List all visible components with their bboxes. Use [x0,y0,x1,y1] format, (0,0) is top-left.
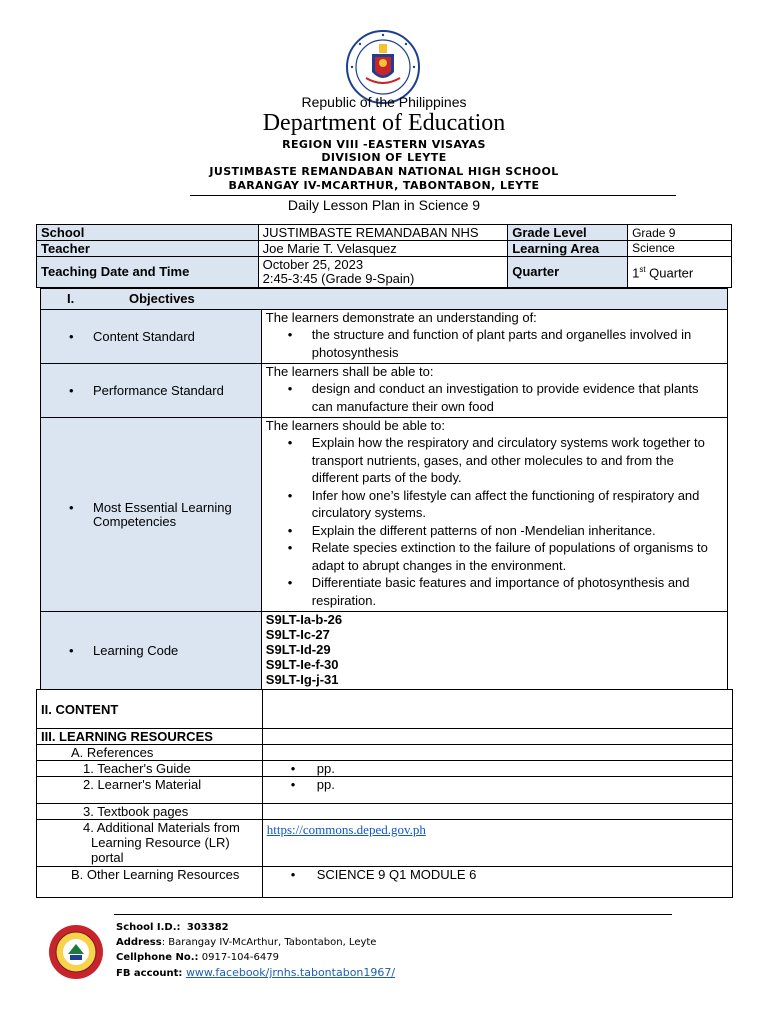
melc-item: • Explain how the respiratory and circulatory systems work together to transport nutrients, gases, and other molecules to and from the different parts of the body. [266,434,723,487]
content-heading: II. CONTENT [37,690,263,729]
teacher-label: Teacher [37,241,259,257]
melc-cell [261,418,727,612]
school-heading: JUSTIMBASTE REMANDABAN NATIONAL HIGH SCHOOL [209,165,559,178]
grade-level-value: Grade 9 [628,225,732,241]
references-value [262,745,732,761]
footer-divider [114,914,672,915]
time-text: 2:45-3:45 (Grade 9-Spain) [262,271,415,286]
learning-code: S9LT-Ia-b-26 [265,612,343,627]
content-standard-cell [261,310,727,364]
school-label: School [37,225,259,241]
performance-standard-label [41,364,262,418]
deped-seal-logo [346,30,420,104]
learning-code: S9LT-Ig-j-31 [265,672,339,687]
quarter-suffix: st [639,265,646,275]
department-heading: Department of Education [262,110,506,136]
content-resources-table [36,689,733,898]
teachers-guide-value: • pp. [267,761,728,776]
melc-item: • Explain the different patterns of non -Mendelian inheritance. [266,522,723,540]
barangay-heading: BARANGAY IV-MCARTHUR, TABONTABON, LEYTE [228,179,540,192]
objectives-table [40,288,728,690]
quarter-number: 1 [632,265,640,281]
address-value: : Barangay IV-McArthur, Tabontabon, Leyte [161,937,377,948]
content-standard-label [41,310,262,364]
school-id-value: 303382 [186,922,229,933]
learning-code: S9LT-Id-29 [265,642,331,657]
content-value [262,690,732,729]
performance-standard-item: • design and conduct an investigation to provide evidence that plants can manufacture their own food [266,380,723,415]
objectives-heading [41,289,728,310]
fb-label: FB account: [116,968,183,979]
lesson-info-table [36,224,732,288]
learning-code-label [41,612,262,690]
teachers-guide-label: 1. Teacher's Guide [37,761,263,777]
teacher-value: Joe Marie T. Velasquez [258,241,508,257]
quarter-word: Quarter [645,265,694,281]
learners-material-cell [262,777,732,804]
lr-portal-link[interactable]: https://commons.deped.gov.ph [266,822,426,837]
learning-resources-heading: III. LEARNING RESOURCES [37,729,263,745]
learning-code: S9LT-Ic-27 [265,627,330,642]
other-resources-label: B. Other Learning Resources [37,867,263,898]
content-standard-item: • the structure and function of plant parts and organelles involved in photosynthesis [266,326,723,361]
learners-material-label: 2. Learner's Material [37,777,263,804]
additional-materials-label: 4. Additional Materials from Learning Resource (LR) portal [37,820,263,867]
learning-code-cell [261,612,727,690]
melc-item: • Relate species extinction to the failure of populations of organisms to adapt to abrupt changes in the environment. [266,539,723,574]
melc-label [41,418,262,612]
address-label: Address [116,937,162,948]
additional-materials-cell [262,820,732,867]
cellphone-value: 0917-104-6479 [198,952,279,963]
lesson-plan-title: Daily Lesson Plan in Science 9 [287,197,481,213]
content-standard-intro: The learners demonstrate an understanding of: [265,310,537,325]
teaching-date-value [258,257,508,288]
teachers-guide-cell [262,761,732,777]
learners-material-value: • pp. [267,777,728,792]
region-heading: REGION VIII -EASTERN VISAYAS [282,138,486,151]
quarter-label: Quarter [508,257,628,288]
grade-level-label: Grade Level [508,225,628,241]
references-label: A. References [37,745,263,761]
objectives-number: I. [67,291,75,306]
performance-standard-text: • Performance Standard [45,384,257,398]
melc-intro: The learners should be able to: [265,418,446,433]
date-text: October 25, 2023 [262,257,364,272]
objectives-title: Objectives [129,291,195,306]
melc-item: • Infer how one’s lifestyle can affect the functioning of respiratory and circulatory systems. [266,487,723,522]
learning-area-value: Science [628,241,732,257]
other-resources-cell [262,867,732,898]
school-value: JUSTIMBASTE REMANDABAN NHS [258,225,508,241]
content-standard-text: • Content Standard [45,330,257,344]
melc-item: • Differentiate basic features and importance of photosynthesis and respiration. [266,574,723,609]
performance-standard-intro: The learners shall be able to: [265,364,434,379]
republic-heading: Republic of the Philippines [301,94,467,110]
learning-area-label: Learning Area [508,241,628,257]
address-line [116,937,376,948]
division-heading: DIVISION OF LEYTE [321,151,447,164]
textbook-label: 3. Textbook pages [37,804,263,820]
fb-line [116,966,395,979]
learning-code: S9LT-Ie-f-30 [265,657,339,672]
textbook-value [262,804,732,820]
learning-code-text: • Learning Code [45,644,257,658]
header-divider [190,195,676,196]
cellphone-line [116,952,279,963]
school-id-label: School I.D.: [116,922,181,933]
melc-text: • Most Essential Learning Competencies [45,501,257,529]
teaching-date-label: Teaching Date and Time [37,257,259,288]
fb-link[interactable]: www.facebook/jrnhs.tabontabon1967/ [185,966,396,979]
school-id-line [116,922,229,933]
other-resources-value: • SCIENCE 9 Q1 MODULE 6 [267,867,728,882]
school-logo [48,924,104,980]
performance-standard-cell [261,364,727,418]
learning-resources-empty [262,729,732,745]
cellphone-label: Cellphone No.: [116,952,199,963]
quarter-value [628,257,732,288]
